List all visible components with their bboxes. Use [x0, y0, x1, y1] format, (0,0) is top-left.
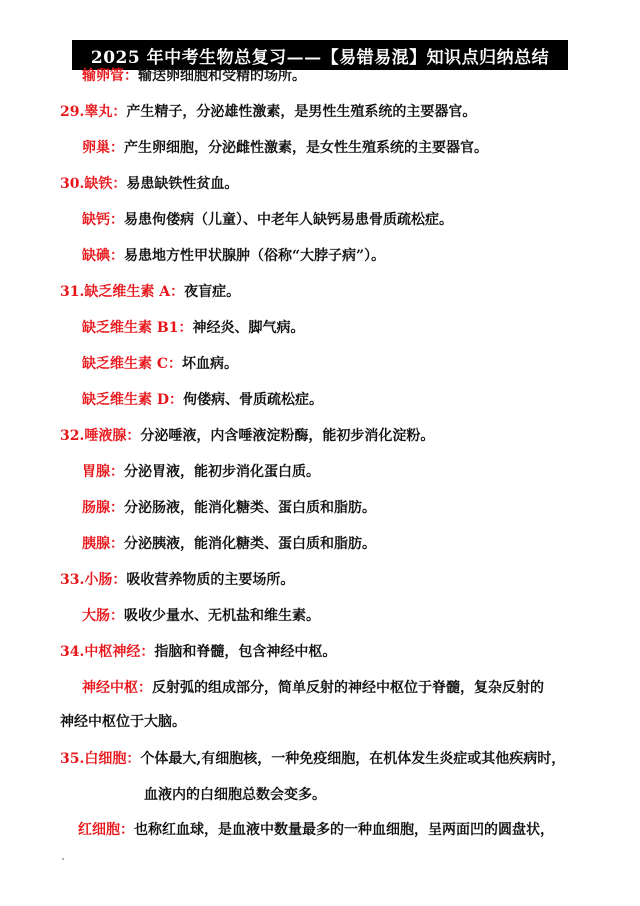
term-label: 34.中枢神经：	[60, 644, 155, 660]
term-label: 30.缺铁：	[60, 176, 127, 192]
list-item	[82, 534, 376, 554]
list-item	[60, 174, 238, 194]
term-label: 肠腺：	[82, 500, 124, 516]
list-item	[82, 354, 238, 374]
term-label: 32.唾液腺：	[60, 428, 141, 444]
list-item	[82, 246, 385, 266]
term-description: 分泌肠液，能消化糖类、蛋白质和脂肪。	[124, 500, 376, 516]
term-label: 缺乏维生素 D：	[82, 392, 184, 408]
term-label: 神经中枢：	[82, 680, 152, 696]
term-label: 33.小肠：	[60, 572, 127, 588]
term-description: 吸收营养物质的主要场所。	[126, 572, 295, 588]
term-description: 反射弧的组成部分，简单反射的神经中枢位于脊髓，复杂反射的	[152, 680, 544, 696]
term-description: 产生卵细胞，分泌雌性激素，是女性生殖系统的主要器官。	[124, 140, 488, 156]
term-description: 也称红血球，是血液中数量最多的一种血细胞，呈两面凹的圆盘状，	[134, 822, 554, 838]
list-item	[82, 606, 320, 626]
term-label: 胰腺：	[82, 536, 124, 552]
term-label: 缺碘：	[82, 248, 124, 264]
list-item	[82, 66, 306, 86]
term-description: 易患佝偻病（儿童）、中老年人缺钙易患骨质疏松症。	[124, 212, 453, 228]
term-label: 胃腺：	[82, 464, 124, 480]
term-label: 35.白细胞：	[60, 751, 141, 767]
list-item	[60, 102, 476, 122]
list-item	[82, 210, 453, 230]
list-item	[60, 642, 336, 662]
term-description: 夜盲症。	[184, 284, 241, 300]
continuation-line: 神经中枢位于大脑。	[60, 714, 186, 730]
term-label: 卵巢：	[82, 140, 124, 156]
term-description: 易患地方性甲状腺肿（俗称“大脖子病”）。	[124, 248, 386, 264]
term-label: 缺钙：	[82, 212, 124, 228]
list-item	[60, 749, 565, 769]
list-item	[82, 498, 376, 518]
term-description: 吸收少量水、无机盐和维生素。	[124, 608, 320, 624]
term-label: 29.睾丸：	[60, 104, 127, 120]
term-description: 个体最大,有细胞核，一种免疫细胞，在机体发生炎症或其他疾病时，	[140, 751, 566, 767]
list-item	[82, 462, 320, 482]
term-description: 产生精子，分泌雄性激素，是男性生殖系统的主要器官。	[126, 104, 477, 120]
term-description: 分泌唾液，内含唾液淀粉酶，能初步消化淀粉。	[140, 428, 435, 444]
term-description: 分泌胰液，能消化糖类、蛋白质和脂肪。	[124, 536, 376, 552]
list-item	[60, 426, 434, 446]
page-title: 2025 年中考生物总复习——【易错易混】知识点归纳总结	[72, 40, 568, 70]
term-description: 分泌胃液，能初步消化蛋白质。	[124, 464, 320, 480]
list-item	[82, 390, 323, 410]
term-label: 红细胞：	[78, 822, 134, 838]
term-label: 输卵管：	[82, 68, 138, 84]
list-item	[82, 318, 304, 338]
list-item	[60, 570, 294, 590]
list-item	[82, 138, 488, 158]
term-description: 坏血病。	[182, 356, 239, 372]
term-description: 佝偻病、骨质疏松症。	[183, 392, 324, 408]
continuation-line: 血液内的白细胞总数会变多。	[144, 787, 326, 803]
term-label: 缺乏维生素 C：	[82, 356, 183, 372]
term-label: 大肠：	[82, 608, 124, 624]
scan-speck	[62, 858, 64, 860]
term-label: 缺乏维生素 B1：	[82, 320, 193, 336]
list-item	[78, 820, 554, 840]
list-item	[60, 282, 240, 302]
term-description: 神经炎、脚气病。	[192, 320, 305, 336]
list-item	[82, 678, 544, 698]
term-description: 易患缺铁性贫血。	[126, 176, 239, 192]
term-label: 31.缺乏维生素 A：	[60, 284, 185, 300]
term-description: 指脑和脊髓，包含神经中枢。	[154, 644, 337, 660]
term-description: 输送卵细胞和受精的场所。	[138, 68, 306, 84]
